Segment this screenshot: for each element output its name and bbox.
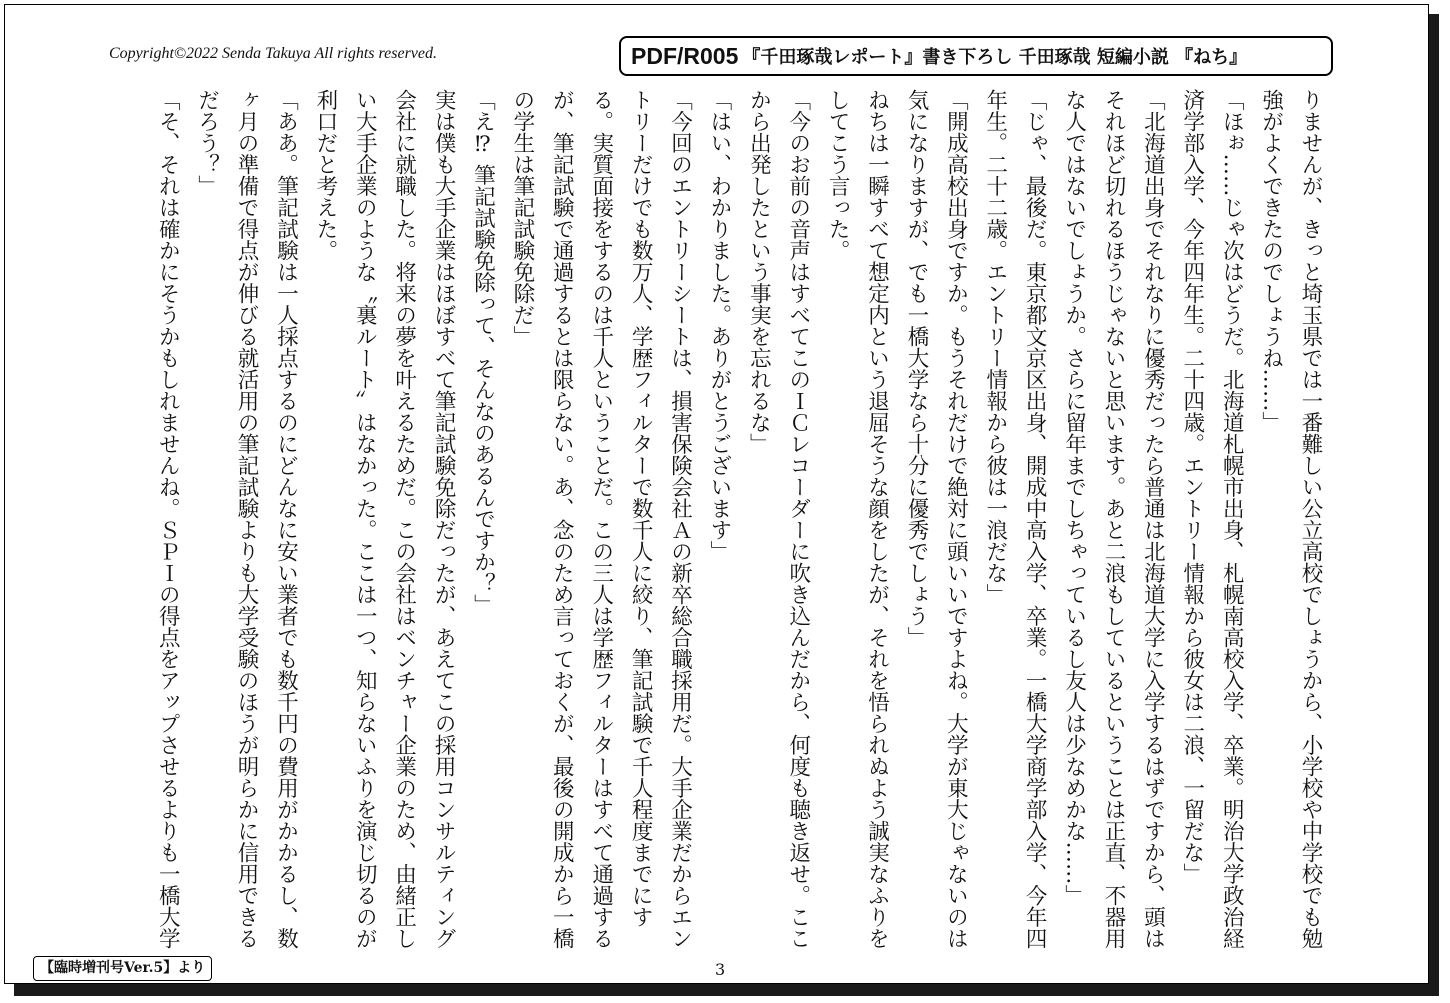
vertical-body-text [145,89,1330,949]
paragraph: 「え⁉ 筆記試験免除って、そんなのあるんですか？」 [470,89,496,616]
title-text: 『千田琢哉レポート』書き下ろし 千田琢哉 短編小説 『ねち』 [742,47,1248,68]
paragraph: りませんが、きっと埼玉県では一番難しい公立高校でしょうから、小学校や中学校でも勉強がよくできたのでしょうね……」 [1258,89,1323,949]
paragraph: 「じゃ、最後だ。東京都文京区出身、開成中高入学、卒業。一橋大学商学部入学、今年四年生。二十二歳。エントリー情報から彼は一浪だな」 [982,89,1048,949]
title-box [619,36,1333,76]
paragraph: 「そ、それは確かにそうかもしれませんね。ＳＰＩの得点をアップさせるよりも一橋大学 [155,89,181,949]
paragraph: 「ああ。筆記試験は一人採点するのにどんなに安い業者でも数千円の費用がかかるし、数ヶ月の準備で得点が伸びる就活用の筆記試験よりも大学受験のほうが明らかに信用できるだろう？」 [194,89,299,949]
paragraph: 「ほぉ……じゃ次はどうだ。北海道札幌市出身、札幌南高校入学、卒業。明治大学政治経済学部入学、今年四年生。二十四歳。エントリー情報から彼女は二浪、一留だな」 [1179,89,1245,949]
paragraph: 「はい、わかりました。ありがとうございます」 [706,89,732,562]
document-page [4,4,1429,984]
page-number: 3 [715,960,726,979]
issue-tag: 【臨時増刊号Ver.5】より [33,956,212,981]
paragraph: 「今のお前の音声はすべてこのＩＣレコーダーに吹き込んだから、何度も聴き返せ。ここから出発したという事実を忘れるな」 [746,89,811,949]
paragraph: ねちは一瞬すべて想定内という退屈そうな顔をしたが、それを悟られぬよう誠実なふりをしてこう言った。 [825,89,890,949]
copyright-notice: Copyright©2022 Senda Takuya All rights reserved. [109,45,437,62]
paragraph: 「今回のエントリーシートは、損害保険会社Ａの新卒総合職採用だ。大手企業だからエントリーだけでも数万人、学歴フィルターで数千人に絞り、筆記試験で千人程度までにする。実質面接をするのは千人ということだ。この三人は学歴フィルターはすべて通過するが、筆記試験で通過するとは限らない。あ、念のため言っておくが、最後の開成から一橋の学生は筆記試験免除だ」 [509,89,693,949]
paragraph: 「北海道出身でそれなりに優秀だったら普通は北海道大学に入学するはずですから、頭はそれほど切れるほうじゃないと思います。あと二浪もしているということは正直、不器用な人ではないでしょうか。さらに留年までしちゃっているし友人は少なめかな……」 [1061,89,1166,949]
paragraph: 実は僕も大手企業はほぼすべて筆記試験免除だったが、あえてこの採用コンサルティング会社に就職した。将来の夢を叶えるためだ。この会社はベンチャー企業のため、由緒正しい大手企業のような〝裏ルート〟はなかった。ここは一つ、知らないふりを演じ切るのが利口だと考えた。 [312,89,457,949]
paragraph: 「開成高校出身ですか。もうそれだけで絶対に頭いいですよね。大学が東大じゃないのは気になりますが、でも一橋大学なら十分に優秀でしょう」 [903,89,969,949]
title-code: PDF/R005 [631,42,739,69]
